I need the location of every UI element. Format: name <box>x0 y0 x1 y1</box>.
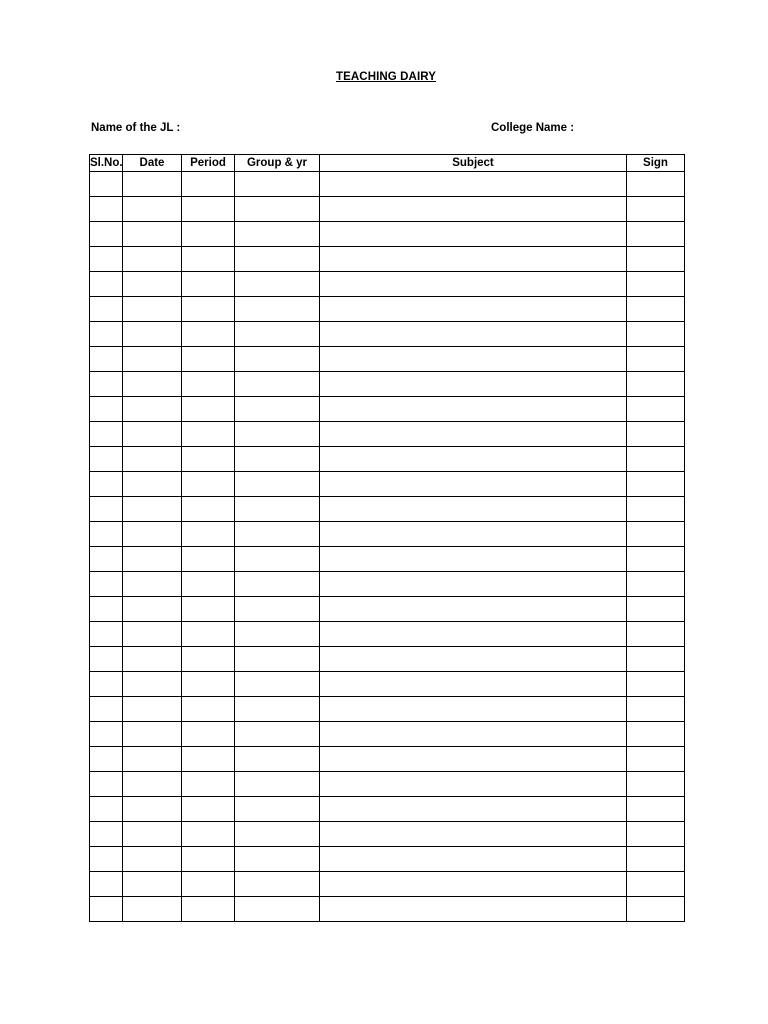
table-row <box>90 297 685 322</box>
group-yr-cell <box>235 872 320 897</box>
subject-cell <box>320 622 627 647</box>
group-yr-cell <box>235 747 320 772</box>
period-cell <box>182 547 235 572</box>
table-body <box>90 172 685 922</box>
slno-cell <box>90 272 123 297</box>
date-cell <box>123 422 182 447</box>
period-cell <box>182 222 235 247</box>
sign-cell <box>627 872 685 897</box>
table-row <box>90 722 685 747</box>
sign-cell <box>627 647 685 672</box>
slno-cell <box>90 872 123 897</box>
group-yr-cell <box>235 847 320 872</box>
slno-cell <box>90 722 123 747</box>
period-cell <box>182 247 235 272</box>
table-row <box>90 697 685 722</box>
date-cell <box>123 697 182 722</box>
period-cell <box>182 747 235 772</box>
group-yr-cell <box>235 522 320 547</box>
sign-cell <box>627 897 685 922</box>
group-yr-cell <box>235 322 320 347</box>
group-yr-cell <box>235 272 320 297</box>
period-cell <box>182 572 235 597</box>
document-title: TEACHING DAIRY <box>335 71 436 83</box>
table-row <box>90 672 685 697</box>
sign-cell <box>627 172 685 197</box>
group-yr-cell <box>235 472 320 497</box>
slno-cell <box>90 447 123 472</box>
subject-cell <box>320 672 627 697</box>
slno-cell <box>90 497 123 522</box>
table-row <box>90 547 685 572</box>
period-cell <box>182 422 235 447</box>
subject-cell <box>320 247 627 272</box>
period-cell <box>182 897 235 922</box>
subject-cell <box>320 822 627 847</box>
subject-cell <box>320 747 627 772</box>
group-yr-cell <box>235 422 320 447</box>
sign-cell <box>627 522 685 547</box>
slno-cell <box>90 597 123 622</box>
table-row <box>90 872 685 897</box>
slno-cell <box>90 472 123 497</box>
group-yr-cell <box>235 697 320 722</box>
group-yr-cell <box>235 547 320 572</box>
period-cell <box>182 872 235 897</box>
subject-cell <box>320 172 627 197</box>
period-cell <box>182 272 235 297</box>
table-row <box>90 747 685 772</box>
period-cell <box>182 697 235 722</box>
sign-cell <box>627 672 685 697</box>
period-cell <box>182 822 235 847</box>
subject-cell <box>320 572 627 597</box>
date-cell <box>123 622 182 647</box>
sign-cell <box>627 797 685 822</box>
table-row <box>90 897 685 922</box>
date-cell <box>123 472 182 497</box>
header-period: Period <box>182 155 235 172</box>
slno-cell <box>90 572 123 597</box>
period-cell <box>182 322 235 347</box>
slno-cell <box>90 222 123 247</box>
date-cell <box>123 522 182 547</box>
table-row <box>90 497 685 522</box>
date-cell <box>123 447 182 472</box>
table-row <box>90 847 685 872</box>
date-cell <box>123 397 182 422</box>
group-yr-cell <box>235 822 320 847</box>
date-cell <box>123 647 182 672</box>
sign-cell <box>627 472 685 497</box>
date-cell <box>123 497 182 522</box>
date-cell <box>123 772 182 797</box>
subject-cell <box>320 347 627 372</box>
slno-cell <box>90 422 123 447</box>
subject-cell <box>320 697 627 722</box>
header-slno: Sl.No. <box>90 155 123 172</box>
subject-cell <box>320 372 627 397</box>
date-cell <box>123 597 182 622</box>
table-row <box>90 522 685 547</box>
group-yr-cell <box>235 372 320 397</box>
subject-cell <box>320 322 627 347</box>
date-cell <box>123 272 182 297</box>
subject-cell <box>320 447 627 472</box>
group-yr-cell <box>235 222 320 247</box>
slno-cell <box>90 672 123 697</box>
period-cell <box>182 597 235 622</box>
header-group-yr: Group & yr <box>235 155 320 172</box>
sign-cell <box>627 322 685 347</box>
subject-cell <box>320 872 627 897</box>
slno-cell <box>90 172 123 197</box>
subject-cell <box>320 772 627 797</box>
header-subject: Subject <box>320 155 627 172</box>
group-yr-cell <box>235 597 320 622</box>
group-yr-cell <box>235 772 320 797</box>
period-cell <box>182 472 235 497</box>
sign-cell <box>627 272 685 297</box>
date-cell <box>123 297 182 322</box>
group-yr-cell <box>235 622 320 647</box>
date-cell <box>123 172 182 197</box>
jl-name-label: Name of the JL : <box>91 122 181 134</box>
group-yr-cell <box>235 797 320 822</box>
slno-cell <box>90 522 123 547</box>
sign-cell <box>627 222 685 247</box>
group-yr-cell <box>235 572 320 597</box>
period-cell <box>182 772 235 797</box>
slno-cell <box>90 197 123 222</box>
period-cell <box>182 722 235 747</box>
slno-cell <box>90 897 123 922</box>
table-row <box>90 572 685 597</box>
header-date: Date <box>123 155 182 172</box>
period-cell <box>182 647 235 672</box>
sign-cell <box>627 422 685 447</box>
slno-cell <box>90 697 123 722</box>
period-cell <box>182 672 235 697</box>
date-cell <box>123 572 182 597</box>
date-cell <box>123 747 182 772</box>
date-cell <box>123 822 182 847</box>
date-cell <box>123 372 182 397</box>
group-yr-cell <box>235 897 320 922</box>
table-row <box>90 597 685 622</box>
table-row <box>90 447 685 472</box>
group-yr-cell <box>235 172 320 197</box>
date-cell <box>123 897 182 922</box>
slno-cell <box>90 622 123 647</box>
sign-cell <box>627 347 685 372</box>
group-yr-cell <box>235 297 320 322</box>
subject-cell <box>320 647 627 672</box>
group-yr-cell <box>235 347 320 372</box>
date-cell <box>123 247 182 272</box>
subject-cell <box>320 597 627 622</box>
group-yr-cell <box>235 672 320 697</box>
date-cell <box>123 672 182 697</box>
period-cell <box>182 622 235 647</box>
sign-cell <box>627 697 685 722</box>
table-row <box>90 347 685 372</box>
subject-cell <box>320 897 627 922</box>
subject-cell <box>320 222 627 247</box>
slno-cell <box>90 347 123 372</box>
subject-cell <box>320 547 627 572</box>
sign-cell <box>627 297 685 322</box>
slno-cell <box>90 647 123 672</box>
group-yr-cell <box>235 397 320 422</box>
sign-cell <box>627 372 685 397</box>
group-yr-cell <box>235 247 320 272</box>
subject-cell <box>320 797 627 822</box>
group-yr-cell <box>235 447 320 472</box>
period-cell <box>182 372 235 397</box>
table-row <box>90 372 685 397</box>
period-cell <box>182 172 235 197</box>
subject-cell <box>320 272 627 297</box>
period-cell <box>182 522 235 547</box>
subject-cell <box>320 297 627 322</box>
date-cell <box>123 197 182 222</box>
subject-cell <box>320 722 627 747</box>
slno-cell <box>90 247 123 272</box>
date-cell <box>123 722 182 747</box>
period-cell <box>182 497 235 522</box>
table-row <box>90 397 685 422</box>
period-cell <box>182 847 235 872</box>
subject-cell <box>320 847 627 872</box>
table-row <box>90 622 685 647</box>
date-cell <box>123 222 182 247</box>
date-cell <box>123 547 182 572</box>
group-yr-cell <box>235 497 320 522</box>
slno-cell <box>90 772 123 797</box>
date-cell <box>123 322 182 347</box>
date-cell <box>123 872 182 897</box>
sign-cell <box>627 722 685 747</box>
table-row <box>90 322 685 347</box>
date-cell <box>123 847 182 872</box>
slno-cell <box>90 547 123 572</box>
teaching-diary-table <box>89 154 685 922</box>
slno-cell <box>90 797 123 822</box>
slno-cell <box>90 372 123 397</box>
group-yr-cell <box>235 647 320 672</box>
table-row <box>90 197 685 222</box>
slno-cell <box>90 747 123 772</box>
period-cell <box>182 797 235 822</box>
table-row <box>90 822 685 847</box>
period-cell <box>182 297 235 322</box>
header-sign: Sign <box>627 155 685 172</box>
table-row <box>90 797 685 822</box>
sign-cell <box>627 447 685 472</box>
slno-cell <box>90 322 123 347</box>
slno-cell <box>90 297 123 322</box>
slno-cell <box>90 822 123 847</box>
group-yr-cell <box>235 722 320 747</box>
table-row <box>90 472 685 497</box>
sign-cell <box>627 597 685 622</box>
sign-cell <box>627 747 685 772</box>
subject-cell <box>320 472 627 497</box>
table-row <box>90 647 685 672</box>
table-header-row <box>90 155 685 172</box>
table-row <box>90 272 685 297</box>
sign-cell <box>627 197 685 222</box>
sign-cell <box>627 497 685 522</box>
table-row <box>90 222 685 247</box>
period-cell <box>182 347 235 372</box>
date-cell <box>123 797 182 822</box>
sign-cell <box>627 847 685 872</box>
slno-cell <box>90 847 123 872</box>
group-yr-cell <box>235 197 320 222</box>
table-row <box>90 247 685 272</box>
table-row <box>90 772 685 797</box>
period-cell <box>182 397 235 422</box>
subject-cell <box>320 522 627 547</box>
slno-cell <box>90 397 123 422</box>
subject-cell <box>320 397 627 422</box>
sign-cell <box>627 547 685 572</box>
sign-cell <box>627 397 685 422</box>
subject-cell <box>320 197 627 222</box>
sign-cell <box>627 772 685 797</box>
sign-cell <box>627 822 685 847</box>
period-cell <box>182 197 235 222</box>
subject-cell <box>320 497 627 522</box>
date-cell <box>123 347 182 372</box>
sign-cell <box>627 247 685 272</box>
sign-cell <box>627 622 685 647</box>
sign-cell <box>627 572 685 597</box>
period-cell <box>182 447 235 472</box>
subject-cell <box>320 422 627 447</box>
table-row <box>90 172 685 197</box>
table-row <box>90 422 685 447</box>
college-name-label: College Name : <box>491 122 575 134</box>
